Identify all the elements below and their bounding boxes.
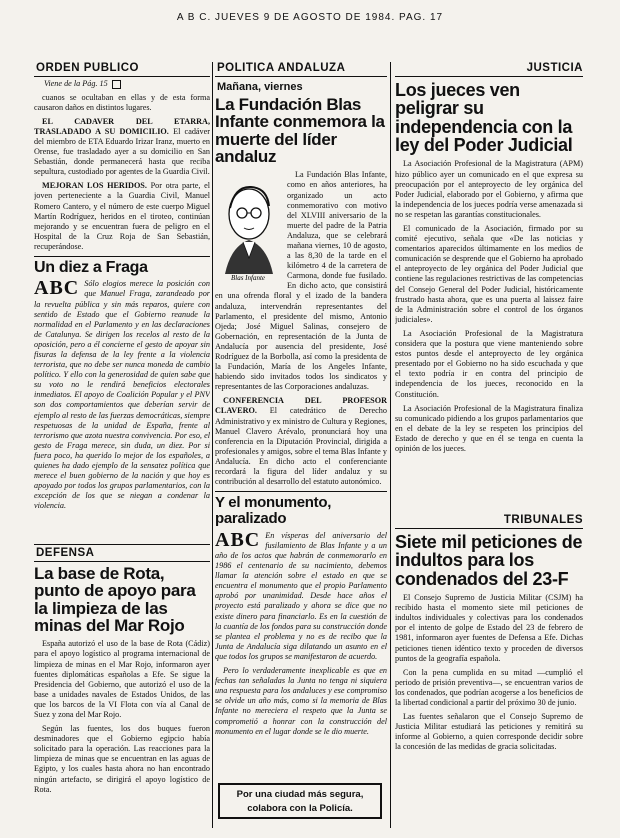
subhead: EL CADAVER DEL ETARRA, TRASLADADO A SU DOMICILIO.: [34, 116, 210, 136]
opinion-text: Pero lo verdaderamente inexplicable es que en fechas tan señaladas la Junta no tenga ni siquiera una respuesta para los andaluces y ese compromiso se olvide un año más, como si la memoria de Blas Infante no mereciera el respeto que la Junta se comprometió a honrar con la construcción del monumento en el lugar donde se le dio muerte.: [215, 666, 387, 736]
paragraph: La Fundación Blas Infante, como en años anteriores, ha organizado un acto conmemorativo con motivo del XLVIII aniversario de la muerte del padre de la Patria Andaluza, que se celebrará mañana viernes, 10 de agosto, a las 8,30 de la tarde en el kilómetro 4 de la carretera de Carmona, donde fue fusilado. En dicho acto, que consistirá en una ofrenda floral y el izado de la bandera andaluza, intervendrán representantes del Parlamento, el presidente del mismo, Antonio Ojeda; José Miguel Salinas, consejero de Gobernación, en representación de la Junta de Andalucía por ausencia del presidente, José Rodríguez de la Borbolla, así como la presidenta de la Fundación, María de los Angeles Infante, habiendo sido invitados todos los sindicatos y representantes de las Corporaciones andaluzas.: [215, 170, 387, 392]
defensa-article: [34, 544, 210, 834]
page-header: A B C. JUEVES 9 DE AGOSTO DE 1984. PAG. 17: [176, 12, 444, 23]
column-politica-andaluza: [215, 62, 387, 832]
opinion-box: [215, 491, 387, 736]
paragraph: [215, 396, 387, 487]
continuation-text: Viene de la Pág. 15: [44, 79, 108, 88]
opinion-title: Un diez a Fraga: [34, 259, 148, 277]
abc-logo: ABC: [34, 277, 80, 300]
portrait-illustration: [215, 170, 281, 282]
opinion-box: [34, 256, 210, 511]
section-label-tribunales: TRIBUNALES: [395, 514, 583, 529]
column-rule: [390, 62, 391, 828]
paragraph: Con la pena cumplida en su mitad —cumplió el periodo de prisión preventiva—, se encuentran varios de los condenados, que podrían acogerse a los beneficios de la libertad condicional a partir del próximo 30 de junio.: [395, 667, 583, 708]
kicker: Mañana, viernes: [217, 81, 303, 93]
paragraph: [34, 181, 210, 252]
paragraph: España autorizó el uso de la base de Rota (Cádiz) para el apoyo logístico al programa internacional de limpieza de minas en el Mar Rojo, informaron ayer fuentes diplomáticas españolas a Efe. Se sigue la Presidencia del Gobierno, que autorizó el uso de la base a unidades navales de Estados Unidos, de las que los barcos de la VI Flota con vía al Canal de Suez y zona del Mar Rojo.: [34, 639, 210, 719]
promo-line: Por una ciudad más segura,: [236, 789, 364, 800]
square-icon: [112, 80, 121, 89]
continuation-reference: [44, 79, 210, 89]
headline-rota: La base de Rota, punto de apoyo para la limpieza de las minas del Mar Rojo: [34, 564, 196, 635]
abc-logo: ABC: [215, 528, 261, 551]
paragraph: La Asociación Profesional de la Magistratura considera que la postura que viene manteniendo sobre estos puntos desde el anteproyecto de ley orgánica presentado por el Gobierno no ha sido escuchada y que el texto podría ir en contra del principio de independencia de los jueces, reconocido en la Constitución.: [395, 328, 583, 399]
column-rule: [212, 62, 213, 828]
section-label-justicia: JUSTICIA: [395, 62, 583, 77]
paragraph: cuanos se ocultaban en ellas y de esta forma causaron daños en distintos lugares.: [34, 92, 210, 112]
tribunales-article: [395, 514, 583, 834]
section-label-orden-publico: ORDEN PUBLICO: [34, 62, 210, 77]
promo-line: colabora con la Policía.: [247, 803, 353, 814]
paragraph-text: Por otra parte, el joven perteneciente a la Guardia Civil, Manuel Romero Cantero, y el número de este cuerpo Miguel Martín Rodríguez, heridos en el tiroteo, continúan mejorando y se encuentran fuera de peligro en el Hospital de la Cruz Roja de San Sebastián, recuperándose.: [34, 181, 210, 251]
paragraph: La Asociación Profesional de la Magistratura finaliza su comunicado pidiendo a los grupos parlamentarios que en el debate de la ley se respeten los principios del Estado de derecho y que en él se tenga en cuenta la opinión de los jueces.: [395, 403, 583, 453]
paragraph: La Asociación Profesional de la Magistratura (APM) hizo público ayer un comunicado en el que expresa su preocupación por el anteproyecto de ley orgánica del Poder Judicial, elaborado por el Gobierno, y afirma que la independencia de los jueces podría verse amenazada si no se respetan las garantías constitucionales.: [395, 159, 583, 219]
section-label-politica-andaluza: POLITICA ANDALUZA: [215, 62, 387, 77]
paragraph: [34, 117, 210, 178]
paragraph-text: El cadáver del miembro de ETA Eduardo Irizar Iranz, muerto en Orense, fue trasladado ayer a su domicilio en San Sebastián, donde permanecerá hasta que reciba sepultura, custodiado por agentes de la Guardia Civil.: [34, 126, 210, 177]
headline-blas-infante: La Fundación Blas Infante conmemora la muerte del líder andaluz: [215, 95, 385, 166]
section-label-defensa: DEFENSA: [34, 544, 210, 562]
paragraph: El Consejo Supremo de Justicia Militar (CSJM) ha recibido hasta el momento siete mil peticiones de indultos individuales y colectivas para los condenados por el intento de golpe de Estado del 23 de febrero de 1981, informaron ayer fuentes de Defensa a Efe. Dichas peticiones tienen idéntico texto y proceden de diversos puntos de la geografía española.: [395, 593, 583, 663]
subhead: MEJORAN LOS HERIDOS.: [42, 181, 147, 191]
opinion-text: Sólo elogios merece la posición con que Manuel Fraga, zarandeado por la revuelta pública y sin más reparos, quiere con sentido de Estado que el Gobierno reanude la normalidad en el Parlamento y en las declaraciones de Catalunya. Se dirigen los recelos al resto de la oposición, pero a él concierne el gesto de apoyar sin fisuras la defensa de la ley frente a la violencia terrorista, que no debe ser nunca moneda de cambio político. Y ello con la generosidad de quien sabe que su voto no le rendirá beneficios electorales inmediatos. El apoyo de Coalición Popular y el PNV son dos comportamientos que deberían servir de ejemplo al resto de las fuerzas democráticas, siempre respetuosas de la unidad de España, frente al terrorismo que azota nuestra convivencia. Por eso, el gesto de Fraga merece, sin duda, un diez. Por si fuera poco, ha querido lo mejor de los españoles, a quienes ha dado ejemplo de la sensatez política que merece el buen gobierno de la nación y que hoy es apoyado por todos los grupos parlamentarios, con la excepción de los que se niegan a condenar la violencia.: [34, 279, 210, 511]
opinion-title: Y el monumento, paralizado: [215, 494, 332, 527]
paragraph: Las fuentes señalaron que el Consejo Supremo de Justicia Militar estudiará las peticiones y remitirá su informe al Gobierno, a quien corresponde decidir sobre la concesión de las medidas de gracia solicitadas.: [395, 712, 583, 752]
subhead: CONFERENCIA DEL PROFESOR CLAVERO.: [215, 396, 387, 416]
paragraph-text: El catedrático de Derecho Administrativo y ex ministro de Cultura y Regiones, Manuel Clavero Arévalo, pronunciará hoy una conferencia en la Diputación Provincial, dirigida a profesionales y amigos, sobre el tema Blas Infante y Andalucía. En dicho acto el conferenciante recordará la figura del líder andaluz y su contribución al desarrollo del estatuto autonómico.: [215, 406, 387, 487]
police-promo-box: [218, 783, 382, 819]
paragraph: El comunicado de la Asociación, firmado por su comité ejecutivo, señala que «De las noticias y comentarios aparecidos últimamente en los medios de comunicación se desprende que el Gobierno ha aprobado el anteproyecto de ley orgánica del Poder Judicial que contiene las regulaciones restrictivas de las competencias del Consejo General del Poder Judicial, históricamente frustrado hasta ahora, que es una puerta al laissez faire de la Administración sobre el control de los órganos judiciales».: [395, 224, 583, 324]
headline-indultos: Siete mil peticiones de indultos para los condenados del 23-F: [395, 532, 583, 589]
headline-jueces: Los jueces ven peligrar su independencia con la ley del Poder Judicial: [395, 80, 573, 156]
portrait-caption-text: Blas Infante: [230, 274, 266, 283]
opinion-text: En vísperas del aniversario del fusilamiento de Blas Infante y a un año de los actos que habrán de conmemorarlo en 1986 el centenario de su nacimiento, debemos llamar la atención sobre el estado en que se encuentra el monumento que el propio Parlamento aprobó por unanimidad. Desde hace años el proyecto está paralizado y ahora se dice que no existe dinero para financiarlo. Es en la cuestión de la cuantía de los fondos para su construcción donde se plantea el problema y no es de recibo que la Junta de Andalucía siga dilatando un asunto en el que todos los grupos se manifestaron de acuerdo.: [215, 530, 387, 661]
paragraph: Según las fuentes, los dos buques fueron desminadores que el Gobierno egipcio había solicitado para la operación. Las reacciones para la limpieza de minas que se encuentran en las aguas de Egipto, y los cuales hasta ahora no han encontrado ningún artefacto, se dirigirá el apoyo logístico de Rota.: [34, 724, 210, 794]
